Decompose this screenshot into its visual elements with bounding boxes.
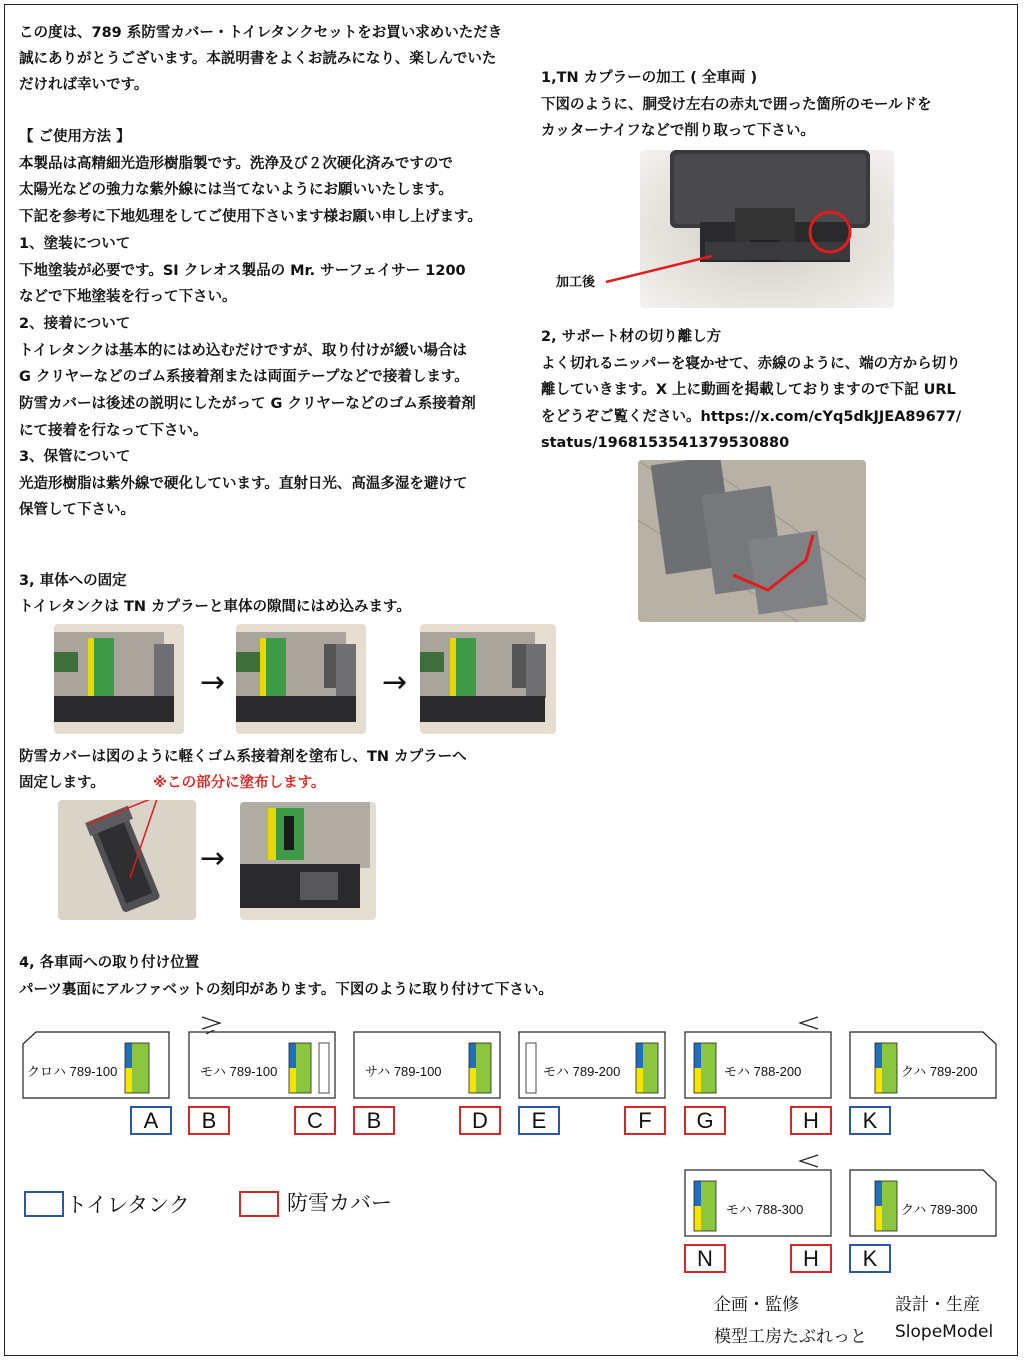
intro-line: 誠にありがとうございます。本説明書をよくお読みになり、楽しんでいた xyxy=(19,51,497,67)
car-label: クハ 789-200 xyxy=(901,1064,978,1079)
car-label: モハ 788-300 xyxy=(726,1202,804,1217)
tag-snow-cover: H xyxy=(790,1106,832,1135)
tag-snow-cover: F xyxy=(624,1106,666,1135)
section2-line: 離していきます。X 上に動画を掲載しておりますので下記 URL xyxy=(541,382,956,398)
usage-line: 保管して下さい。 xyxy=(19,502,135,518)
section1-line: カッターナイフなどで削り取って下さい。 xyxy=(541,123,815,139)
usage-line: 下記を参考に下地処理をしてご使用下さいます様お願い申し上げます。 xyxy=(19,209,482,225)
legend-cover-swatch xyxy=(239,1191,279,1217)
section4-title: 4, 各車両への取り付け位置 xyxy=(19,955,200,971)
usage-line: 光造形樹脂は紫外線で硬化しています。直射日光、高温多湿を避けて xyxy=(19,476,468,492)
legend-toilet-label: トイレタンク xyxy=(66,1193,190,1217)
intro-line: この度は、789 系防雪カバー・トイレタンクセットをお買い求めいただき xyxy=(19,25,503,41)
usage-line: トイレタンクは基本的にはめ込むだけですが、取り付けが緩い場合は xyxy=(19,343,467,359)
credit-left-name: 模型工房たぶれっと xyxy=(714,1327,867,1347)
section1-line: 下図のように、胴受け左右の赤丸で囲った箇所のモールドを xyxy=(541,97,932,113)
car-kuroha-789-100 xyxy=(22,1030,170,1100)
tag-snow-cover: C xyxy=(294,1106,336,1135)
tag-snow-cover: G xyxy=(684,1106,726,1135)
tag-snow-cover: H xyxy=(790,1244,832,1273)
credit-left-role: 企画・監修 xyxy=(714,1295,799,1315)
tag-snow-cover: B xyxy=(353,1106,395,1135)
car-moha-788-300 xyxy=(684,1168,832,1238)
step-arrow-icon: → xyxy=(382,665,408,700)
car-label: クハ 789-300 xyxy=(901,1202,978,1217)
car-kuha-789-200 xyxy=(849,1030,997,1100)
section3-title: 3, 車体への固定 xyxy=(19,573,127,589)
mount-photo-2 xyxy=(236,624,366,734)
car-moha-788-200 xyxy=(684,1030,832,1100)
apply-note: ※この部分に塗布します。 xyxy=(153,775,326,791)
car-moha-789-200 xyxy=(518,1030,666,1100)
mount-photo-1 xyxy=(54,624,184,734)
intro-line: だければ幸いです。 xyxy=(19,77,149,93)
section2-title: 2, サポート材の切り離し方 xyxy=(541,329,722,345)
car-kuha-789-300 xyxy=(849,1168,997,1238)
tag-toilet-tank: K xyxy=(849,1106,891,1135)
car-moha-789-100 xyxy=(188,1030,336,1100)
support-photo xyxy=(638,460,866,622)
usage-line: 本製品は高精細光造形樹脂製です。洗浄及び２次硬化済みですので xyxy=(19,156,453,172)
usage-line: 下地塗装が必要です。SI クレオス製品の Mr. サーフェイサー 1200 xyxy=(19,263,466,279)
car-label: モハ 789-200 xyxy=(543,1064,621,1079)
pantograph-icon xyxy=(200,1015,224,1031)
pantograph-icon xyxy=(796,1153,820,1169)
pantograph-icon xyxy=(796,1015,820,1031)
car-label: モハ 788-200 xyxy=(724,1064,802,1079)
usage-line: 2、接着について xyxy=(19,316,131,332)
tag-snow-cover: D xyxy=(459,1106,501,1135)
usage-line: にて接着を行なって下さい。 xyxy=(19,423,208,439)
car-saha-789-100 xyxy=(353,1030,501,1100)
callout-label: 加工後 xyxy=(556,275,596,290)
car-label: クロハ 789-100 xyxy=(27,1064,118,1079)
tag-toilet-tank: K xyxy=(849,1244,891,1273)
section2-line: をどうぞご覧ください。https://x.com/cYq5dkJJEA89677/ xyxy=(541,409,962,425)
step-arrow-icon: → xyxy=(200,841,226,876)
usage-line: 3、保管について xyxy=(19,449,131,465)
tag-snow-cover: N xyxy=(684,1244,726,1273)
step-arrow-icon: → xyxy=(200,665,226,700)
section3-line: トイレタンクは TN カプラーと車体の隙間にはめ込みます。 xyxy=(19,599,411,615)
section1-title: 1,TN カプラーの加工 ( 全車両 ) xyxy=(541,70,758,86)
legend-toilet-swatch xyxy=(24,1191,64,1217)
section3-cover-line: 防雪カバーは図のように軽くゴム系接着剤を塗布し、TN カプラーへ xyxy=(19,749,467,765)
usage-line: などで下地塗装を行って下さい。 xyxy=(19,289,237,305)
usage-line: G クリヤーなどのゴム系接着剤または両面テープなどで接着します。 xyxy=(19,369,469,385)
car-label: サハ 789-100 xyxy=(365,1064,442,1079)
credit-right-role: 設計・生産 xyxy=(895,1295,980,1315)
section4-line: パーツ裏面にアルファベットの刻印があります。下図のように取り付けて下さい。 xyxy=(19,982,553,998)
credit-right-name: SlopeModel xyxy=(895,1322,994,1342)
mount-photo-3 xyxy=(420,624,556,734)
usage-line: 防雪カバーは後述の説明にしたがって G クリヤーなどのゴム系接着剤 xyxy=(19,396,476,412)
legend-cover-label: 防雪カバー xyxy=(287,1191,392,1215)
usage-line: 太陽光などの強力な紫外線には当てないようにお願いいたします。 xyxy=(19,182,453,198)
tag-snow-cover: B xyxy=(188,1106,230,1135)
usage-line: 1、塗装について xyxy=(19,236,131,252)
tag-toilet-tank: E xyxy=(518,1106,560,1135)
section2-line: よく切れるニッパーを寝かせて、赤線のように、端の方から切り xyxy=(541,356,961,372)
section2-line: status/1968153541379530880 xyxy=(541,435,790,451)
tag-toilet-tank: A xyxy=(130,1106,172,1135)
cover-part-photo xyxy=(58,800,196,920)
callout-arrow xyxy=(604,250,724,290)
car-label: モハ 789-100 xyxy=(200,1064,278,1079)
cover-mounted-photo xyxy=(240,802,376,920)
usage-heading: 【 ご使用方法 】 xyxy=(19,129,131,145)
section3-cover-line: 固定します。 xyxy=(19,775,105,791)
